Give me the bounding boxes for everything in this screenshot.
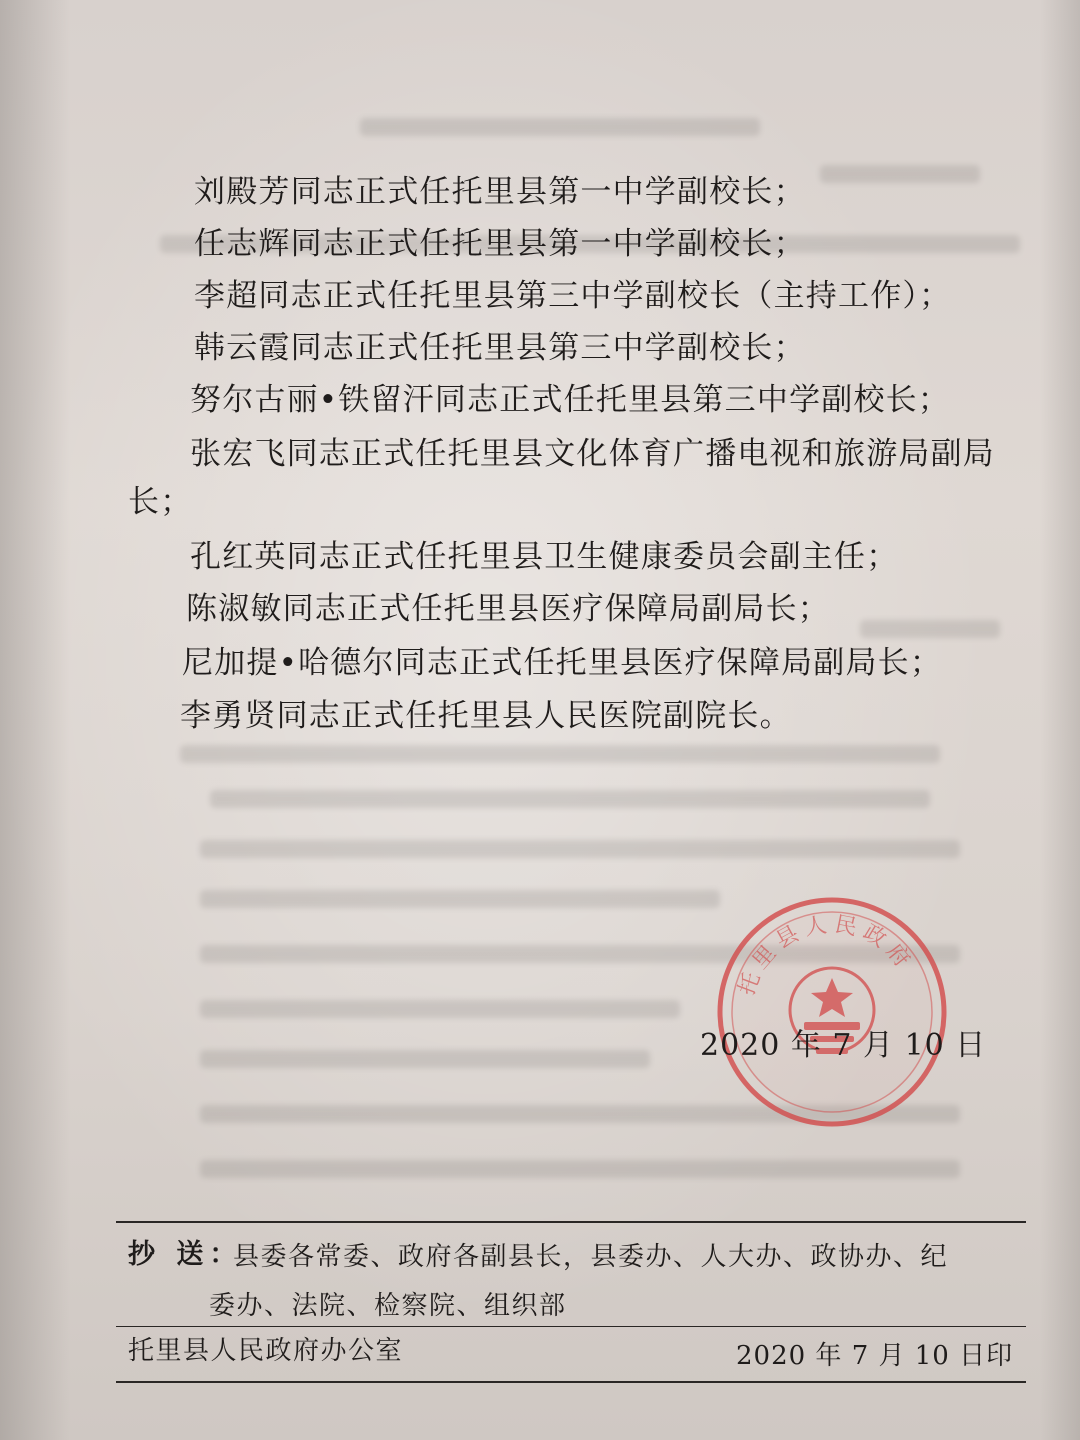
cc-recipients-line-2: 委办、法院、检察院、组织部 [209,1291,567,1321]
footer-top-rule [116,1221,1026,1223]
footer-bottom-rule [116,1381,1026,1383]
appointment-line: 尼加提•哈德尔同志正式任托里县医疗保障局副局长； [182,645,943,681]
appointment-line: 李勇贤同志正式任托里县人民医院副院长。 [180,698,792,734]
right-shadow [1040,0,1080,1440]
appointment-line: 任志辉同志正式任托里县第一中学副校长； [194,226,806,262]
print-date: 2020 年 7 月 10 日印 [736,1341,1014,1371]
appointment-line: 孔红英同志正式任托里县卫生健康委员会副主任； [190,539,899,575]
signature-date: 2020 年 7 月 10 日 [700,1028,987,1063]
appointment-line: 张宏飞同志正式任托里县文化体育广播电视和旅游局副局 [190,436,995,472]
footer-middle-rule [116,1326,1026,1327]
appointment-line-continuation: 长； [128,484,193,520]
appointment-line: 陈淑敏同志正式任托里县医疗保障局副局长； [186,591,830,627]
appointment-line: 努尔古丽•铁留汗同志正式任托里县第三中学副校长； [190,382,951,418]
appointment-line: 韩云霞同志正式任托里县第三中学副校长； [194,330,806,366]
issuing-office: 托里县人民政府办公室 [128,1336,404,1366]
left-shadow [0,0,70,1440]
appointment-line: 李超同志正式任托里县第三中学副校长（主持工作）； [194,278,952,314]
cc-label: 抄 送： [128,1239,243,1270]
cc-recipients-line-1: 县委各常委、政府各副县长，县委办、人大办、政协办、纪 [233,1242,949,1272]
official-seal [712,892,952,1132]
appointment-line: 刘殿芳同志正式任托里县第一中学副校长； [194,174,806,210]
seal-text: 托里县人民政府 [734,912,919,999]
